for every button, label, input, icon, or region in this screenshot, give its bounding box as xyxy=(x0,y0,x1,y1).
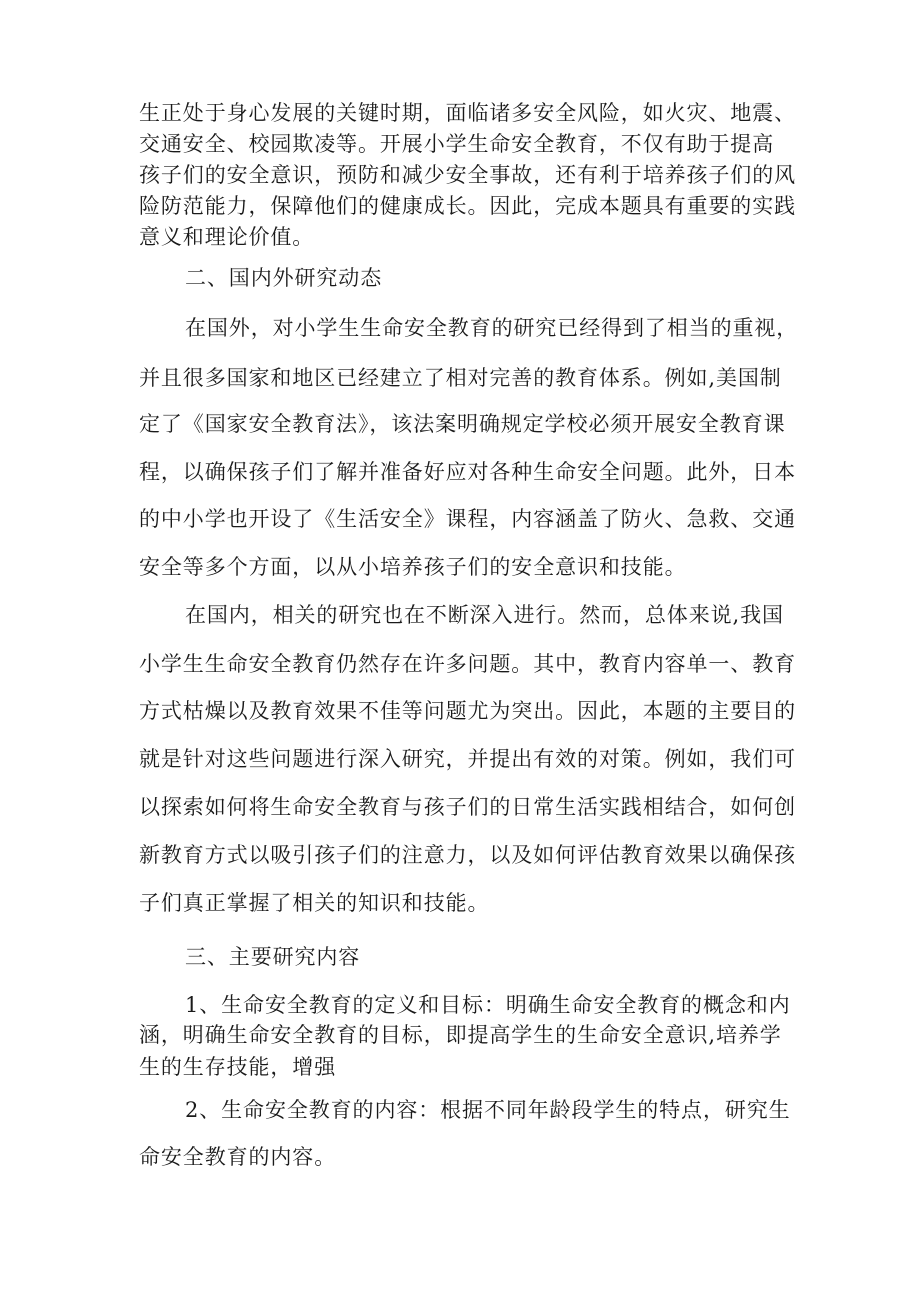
paragraph-line: 小学生生命安全教育仍然存在许多问题。其中，教育内容单一、教育 xyxy=(139,652,796,676)
paragraph-line: 在国内，相关的研究也在不断深入进行。然而，总体来说,我国 xyxy=(185,603,784,627)
paragraph-line: 生正处于身心发展的关键时期，面临诸多安全风险，如火灾、地震、 xyxy=(139,101,796,125)
paragraph-line: 定了《国家安全教育法》，该法案明确规定学校必须开展安全教育课 xyxy=(139,412,786,436)
section-heading: 二、国内外研究动态 xyxy=(185,266,383,290)
paragraph-line: 安全等多个方面，以从小培养孩子们的安全意识和技能。 xyxy=(139,555,687,579)
paragraph-line: 1、生命安全教育的定义和目标：明确生命安全教育的概念和内 xyxy=(185,993,791,1017)
paragraph-line: 的中小学也开设了《生活安全》课程，内容涵盖了防火、急救、交通 xyxy=(139,507,796,531)
paragraph-line: 涵，明确生命安全教育的目标，即提高学生的生命安全意识,培养学 xyxy=(139,1023,782,1047)
paragraph-line: 方式枯燥以及教育效果不佳等问题尤为突出。因此，本题的主要目的 xyxy=(139,699,796,723)
paragraph-line: 在国外，对小学生生命安全教育的研究已经得到了相当的重视， xyxy=(185,316,799,340)
paragraph-line: 险防范能力，保障他们的健康成长。因此，完成本题具有重要的实践 xyxy=(139,194,796,218)
paragraph-line: 孩子们的安全意识，预防和减少安全事故，还有利于培养孩子们的风 xyxy=(139,163,796,187)
paragraph-line: 并且很多国家和地区已经建立了相对完善的教育体系。例如,美国制 xyxy=(139,366,782,390)
paragraph-line: 命安全教育的内容。 xyxy=(139,1145,337,1169)
paragraph-line: 意义和理论价值。 xyxy=(139,225,315,249)
paragraph-line: 程，以确保孩子们了解并准备好应对各种生命安全问题。此外，日本 xyxy=(139,460,796,484)
paragraph-line: 新教育方式以吸引孩子们的注意力，以及如何评估教育效果以确保孩 xyxy=(139,843,796,867)
paragraph-line: 交通安全、校园欺凌等。开展小学生命安全教育，不仅有助于提高 xyxy=(139,132,775,156)
paragraph-line: 以探索如何将生命安全教育与孩子们的日常生活实践相结合，如何创 xyxy=(139,795,796,819)
paragraph-line: 生的生存技能，增强 xyxy=(139,1055,337,1079)
paragraph-line: 就是针对这些问题进行深入研究，并提出有效的对策。例如，我们可 xyxy=(139,747,796,771)
section-heading: 三、主要研究内容 xyxy=(185,945,361,969)
paragraph-line: 2、生命安全教育的内容：根据不同年龄段学生的特点，研究生 xyxy=(185,1098,791,1122)
paragraph-line: 子们真正掌握了相关的知识和技能。 xyxy=(139,891,490,915)
